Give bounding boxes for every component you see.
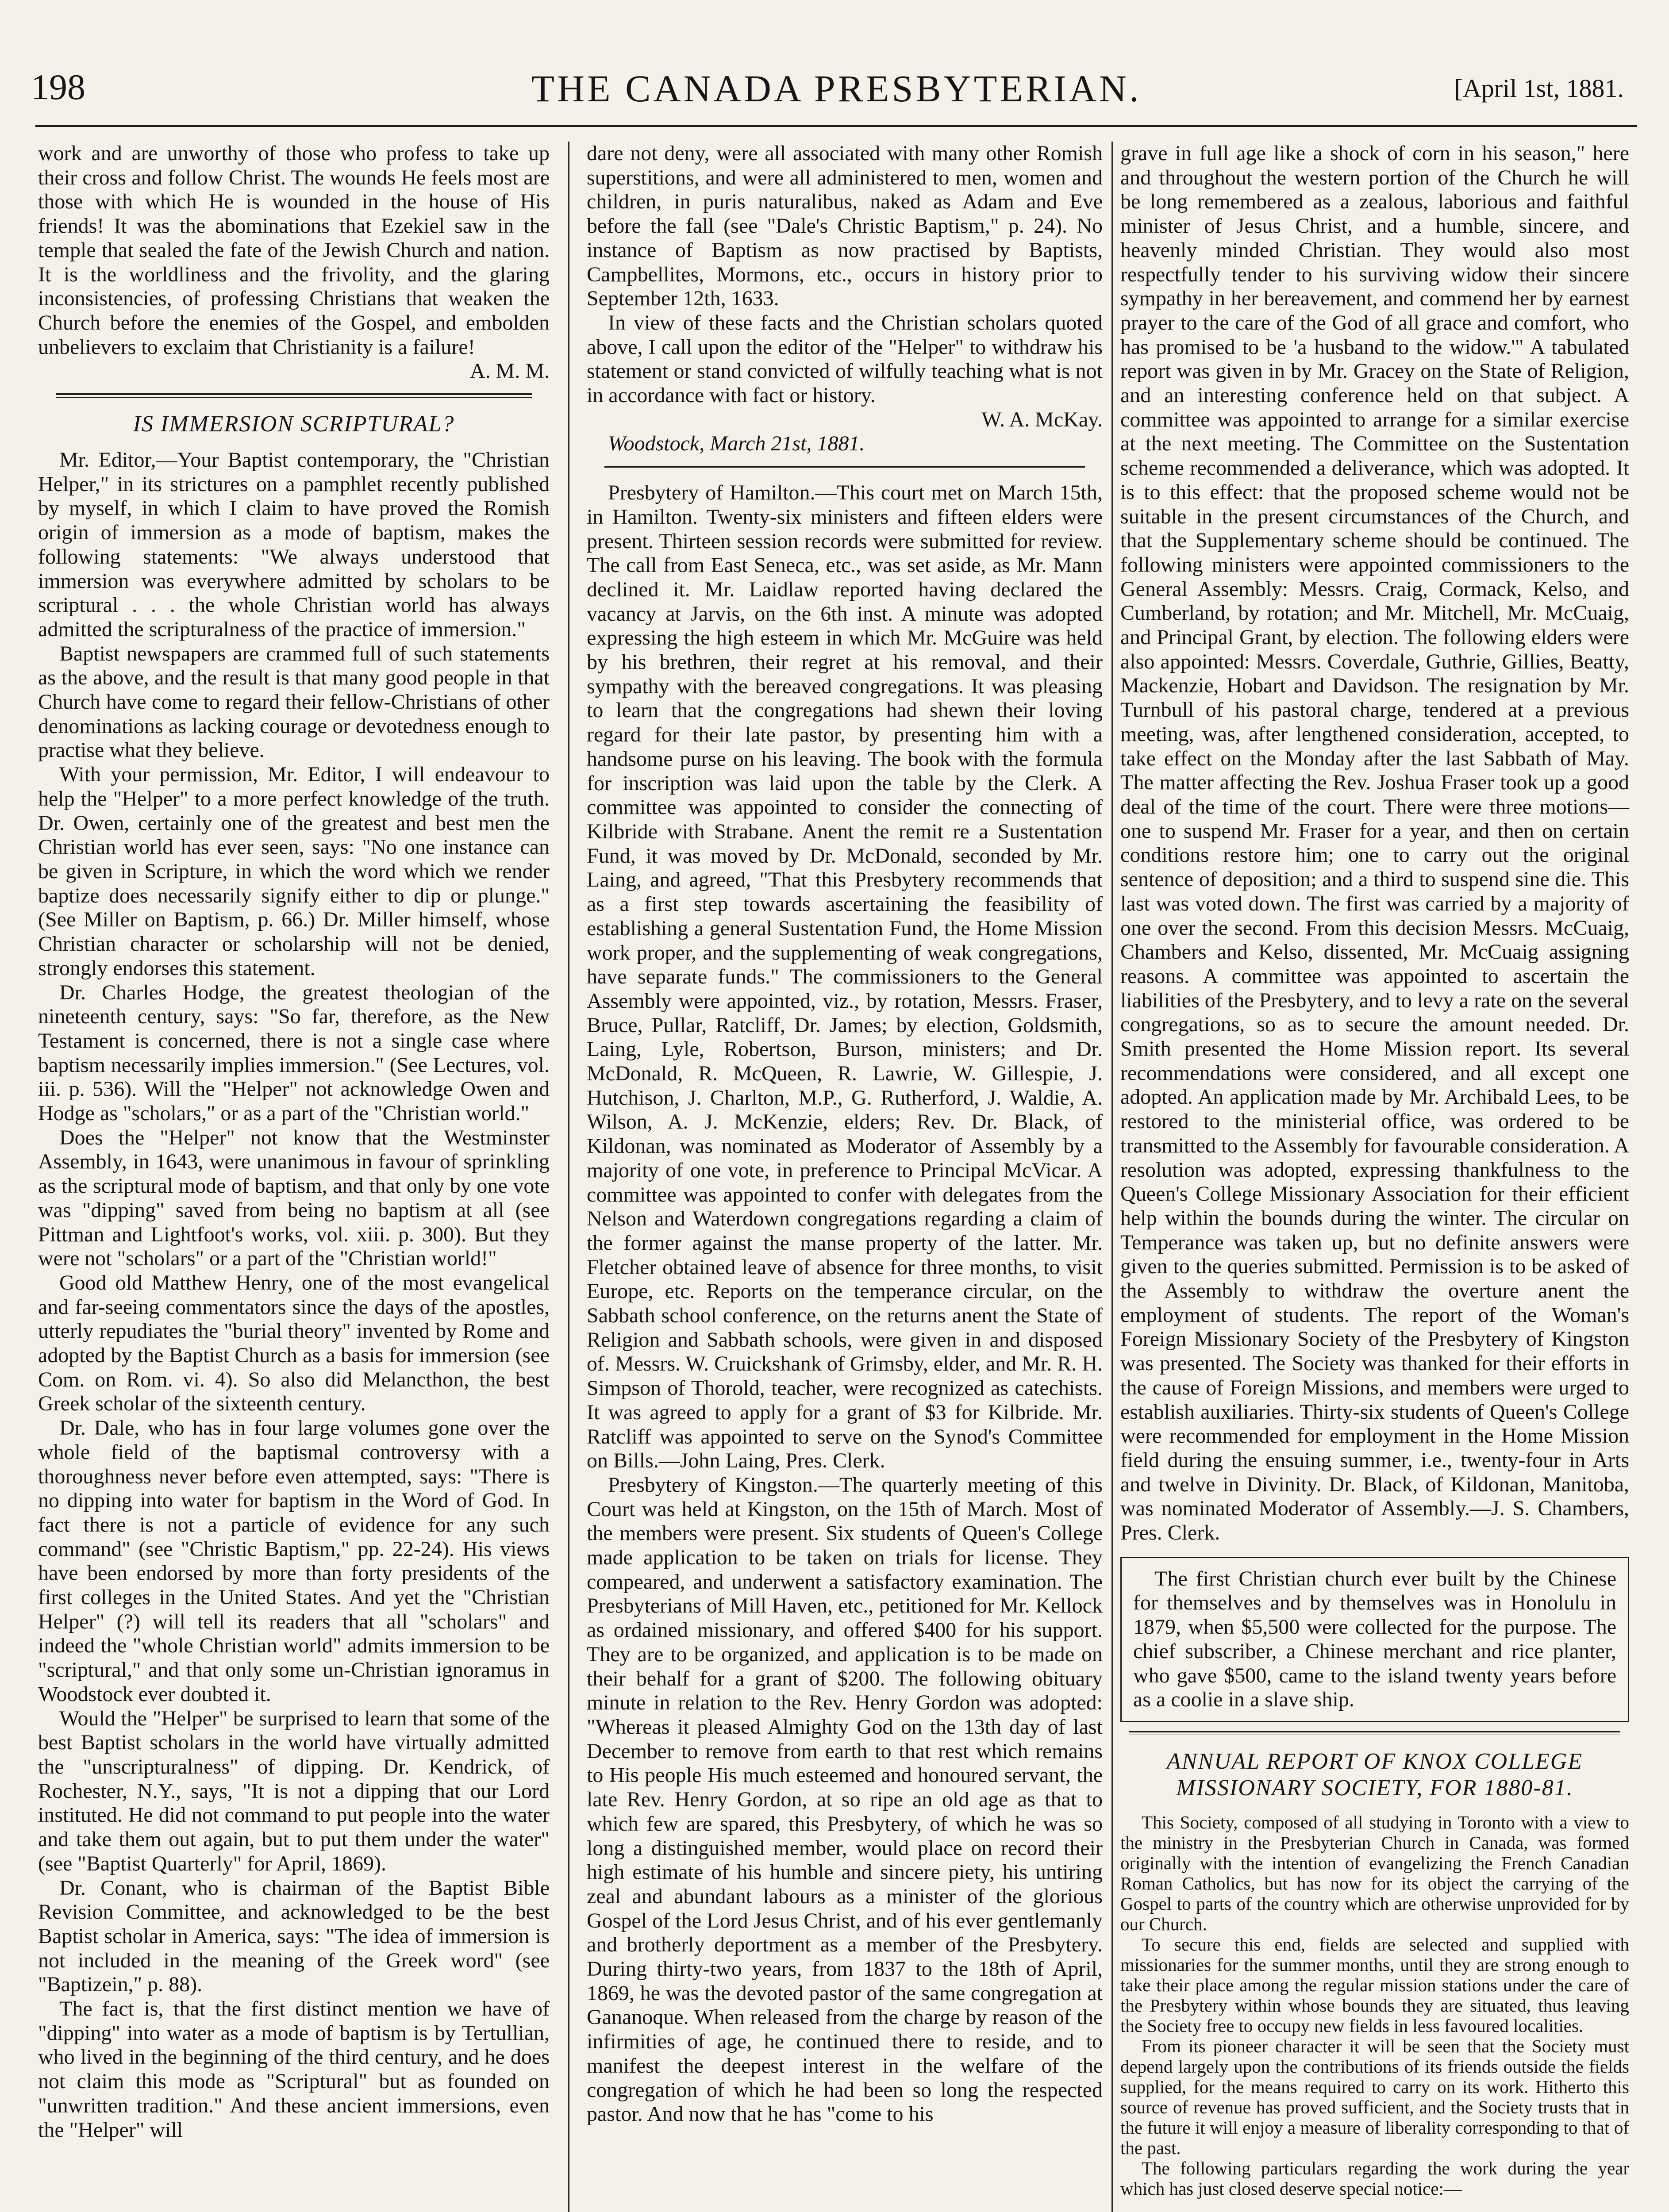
article-title: IS IMMERSION SCRIPTURAL?: [133, 411, 455, 437]
page-header: [31, 66, 1642, 119]
paragraph: grave in full age like a shock of corn in his season," here and throughout the western portion of the Church he will be long remembered as a zealous, laborious and faithful minister of Jesus Christ, and a humble, sincere, and heavenly minded Christian. They would also most respectfully tender to his surviving widow their sincere sympathy in her bereavement, and commend her by earnest prayer to the care of the God of all grace and comfort, who has promised to be 'a husband to the widow.'" A tabulated report was given in by Mr. Gracey on the State of Religion, and an interesting conference held on that subject. A committee was appointed to arrange for a similar exercise at the next meeting. The Committee on the Sustentation scheme recommended a deliverance, which was adopted. It is to this effect: that the proposed scheme would not be suitable in the present circumstances of the Church, and that the Supplementary scheme should be continued. The following ministers were appointed commissioners to the General Assembly: Messrs. Craig, Cormack, Kelso, and Cumberland, by rotation; and Mr. Mitchell, Mr. McCuaig, and Principal Grant, by election. The following elders were also appointed: Messrs. Coverdale, Guthrie, Gillies, Beatty, Mackenzie, Hobart and Davidson. The resignation by Mr. Turnbull of his pastoral charge, tendered at a previous meeting, was, after lengthened consideration, accepted, to take effect on the Monday after the last Sabbath of May. The matter affecting the Rev. Joshua Fraser took up a good deal of the time of the court. There were three motions—one to suspend Mr. Fraser for a year, and then on certain conditions restore him; one to carry out the original sentence of deposition; and a third to suspend sine die. This last was voted down. The first was carried by a majority of one over the second. From this decision Messrs. McCuaig, Chambers and Kelso, dissented, Mr. McCuaig assigning reasons. A committee was appointed to ascertain the liabilities of the Presbytery, and to levy a rate on the several congregations, so as to secure the amount needed. Dr. Smith presented the Home Mission report. Its several recommendations were considered, and all except one adopted. An application made by Mr. Archibald Lees, to be restored to the ministerial office, was ordered to be transmitted to the Assembly for favourable consideration. A resolution was adopted, expressing thankfulness to the Queen's College Missionary Association for their efficient help within the bounds during the winter. The circular on Temperance was taken up, but no definite answers were given to the queries submitted. Permission is to be asked of the Assembly to withdraw the overture anent the employment of students. The report of the Woman's Foreign Missionary Society of the Presbytery of Kingston was presented. The Society was thanked for their efforts in the cause of Foreign Missions, and members were urged to establish auxiliaries. Thirty-six students of Queen's College were recommended for employment in the Home Mission field during the ensuing summer, i.e., twenty-four in Arts and twelve in Divinity. Dr. Black, of Kildonan, Manitoba, was nominated Moderator of Assembly.—J. S. Chambers, Pres. Clerk.: [1120, 142, 1629, 1545]
paragraph: With your permission, Mr. Editor, I will endeavour to help the "Helper" to a more perfect knowledge of the truth. Dr. Owen, certainly one of the greatest and best men the Christian world has ever seen, says: "No one instance can be given in Scripture, in which the word which we render baptize does necessarily signify either to dip or plunge." (See Miller on Baptism, p. 66.) Dr. Miller himself, whose Christian character or scholarship will not be denied, strongly endorses this statement.: [38, 763, 550, 980]
paragraph: Dr. Dale, who has in four large volumes gone over the whole field of the baptismal controversy with a thoroughness never before even attempted, says: "There is no dipping into water for baptism in the Word of God. In fact there is not a particle of evidence for any such command" (see "Christic Baptism," pp. 22-24). His views have been endorsed by more than forty presidents of the first colleges in the United States. And yet the "Christian Helper" (?) will tell its readers that all "scholars" and indeed the "whole Christian world" admits immersion to be "scriptural," and that only some un-Christian ignoramus in Woodstock ever doubted it.: [38, 1416, 550, 1706]
article-signature: W. A. McKay.: [981, 407, 1103, 431]
presbytery-kingston-report: Presbytery of Kingston.—The quarterly meeting of this Court was held at Kingston, on the 15th of March. Most of the members were present. Six students of Queen's College made application to be taken on trials for license. They compeared, and underwent a satisfactory examination. The Presbyterians of Mill Haven, etc., petitioned for Mr. Kellock as ordained missionary, and offered $400 for his support. They are to be organized, and application is to be made on their behalf for a grant of $200. The following obituary minute in relation to the Rev. Henry Gordon was adopted: "Whereas it pleased Almighty God on the 13th day of last December to remove from earth to that rest which remains to His people His much esteemed and honoured servant, the late Rev. Henry Gordon, at so ripe an old age as that to which few are spared, this Presbytery, of which he was so long a distinguished member, would place on record their high estimate of his humble and sincere piety, his untiring zeal and abundant labours as a minister of the glorious Gospel of the Lord Jesus Christ, and of his ever gentlemanly and brotherly deportment as a member of the Presbytery. During thirty-two years, from 1837 to the 18th of April, 1869, he was the devoted pastor of the same congregation at Gananoque. When released from the charge by reason of the infirmities of age, he continued there to reside, and to manifest the deepest interest in the welfare of the congregation of which he had been so long the respected pastor. And now that he has "come to his: [587, 1473, 1103, 2126]
column-divider-2: [1111, 142, 1113, 2212]
paragraph: Does the "Helper" not know that the Westminster Assembly, in 1643, were unanimous in favour of sprinkling as the scriptural mode of baptism, and that only by one vote was "dipping" saved from being no baptism at all (see Pittman and Lightfoot's works, vol. xiii. p. 300). But they were not "scholars" or a part of the "Christian world!": [38, 1125, 550, 1271]
article-separator: [1129, 1731, 1620, 1735]
paragraph: From its pioneer character it will be seen that the Society must depend largely upon the contributions of its friends outside the fields supplied, for the means required to carry on its work. Hitherto this source of revenue has proved sufficient, and the Society trusts that in the future it will enjoy a measure of liberality corresponding to that of the past.: [1120, 2036, 1629, 2158]
paragraph: The following particulars regarding the work during the year which has just closed deserve special notice:—: [1120, 2158, 1629, 2199]
presbytery-hamilton-report: Presbytery of Hamilton.—This court met on March 15th, in Hamilton. Twenty-six ministers and fifteen elders were present. Thirteen session records were submitted for review. The call from East Seneca, etc., was set aside, as Mr. Mann declined it. Mr. Laidlaw reported having declared the vacancy at Jarvis, on the 6th inst. A minute was adopted expressing the high esteem in which Mr. McGuire was held by his brethren, their regret at his removal, and their sympathy with the bereaved congregations. It was pleasing to learn that the congregations had shewn their loving regard for their late pastor, by presenting him with a handsome purse on his leaving. The book with the formula for inscription was laid upon the table by the Clerk. A committee was appointed to consider the connecting of Kilbride with Strabane. Anent the remit re a Sustentation Fund, it was moved by Dr. McDonald, seconded by Mr. Laing, and agreed, "That this Presbytery recommends that as a first step towards ascertaining the feasibility of establishing a general Sustentation Fund, the Home Mission work proper, and the supplementing of weak congregations, have separate funds." The commissioners to the General Assembly were appointed, viz., by rotation, Messrs. Fraser, Bruce, Pullar, Ratcliff, Dr. James; by election, Goldsmith, Laing, Lyle, Robertson, Burson, ministers; and Dr. McDonald, R. McQueen, R. Lawrie, W. Gillespie, J. Hutchison, J. Charlton, M.P., G. Rutherford, J. Waldie, A. Wilson, A. J. McKenzie, elders; Rev. Dr. Black, of Kildonan, was nominated as Moderator of Assembly by a majority of one vote, in preference to Principal McVicar. A committee was appointed to confer with delegates from the Nelson and Waterdown congregations regarding a claim of the former against the manse property of the latter. Mr. Fletcher obtained leave of absence for three months, to visit Europe, etc. Reports on the temperance circular, on the Sabbath school conference, on the returns anent the State of Religion and Sabbath schools, were given in and disposed of. Messrs. W. Cruickshank of Grimsby, elder, and Mr. R. H. Simpson of Thorold, teacher, were recognized as catechists. It was agreed to apply for a grant of $3 for Kilbride. Mr. Ratcliff was appointed to serve on the Synod's Committee on Bills.—John Laing, Pres. Clerk.: [587, 481, 1103, 1473]
paragraph: Would the "Helper" be surprised to learn that some of the best Baptist scholars in the world have virtually admitted the "unscripturalness" of dipping. Dr. Kendrick, of Rochester, N.Y., says, "It is not a dipping that our Lord instituted. He did not command to put people into the water and take them out again, but to put them under the water" (see "Baptist Quarterly" for April, 1869).: [38, 1706, 550, 1875]
paragraph: Mr. Editor,—Your Baptist contemporary, the "Christian Helper," in its strictures on a pamphlet recently published by myself, in which I claim to have proved the Romish origin of immersion as a mode of baptism, makes the following statements: "We always understood that immersion was everywhere admitted by scholars to be scriptural . . . the whole Christian world has always admitted the scripturalness of the practice of immersion.": [38, 448, 550, 641]
paragraph: Dr. Conant, who is chairman of the Baptist Bible Revision Committee, and acknowledged to be the best Baptist scholar in America, says: "The idea of immersion is not included in the meaning of the Greek word" (see "Baptizein," p. 88).: [38, 1876, 550, 1997]
paragraph: Baptist newspapers are crammed full of such statements as the above, and the result is that many good people in that Church have come to regard their fellow-Christians of other denominations as lacking courage or devotedness enough to practise what they believe.: [38, 641, 550, 762]
journal-title: THE CANADA PRESBYTERIAN.: [531, 67, 1142, 110]
paragraph: In view of these facts and the Christian scholars quoted above, I call upon the editor of the "Helper" to withdraw his statement or stand convicted of wilfully teaching what is not in accordance with fact or history.: [587, 311, 1103, 407]
paragraph: dare not deny, were all associated with many other Romish superstitions, and were all administered to men, women and children, in puris naturalibus, naked as Adam and Eve before the fall (see "Dale's Christic Baptism," p. 24). No instance of Baptism as now practised by Baptists, Campbellites, Mormons, etc., occurs in history prior to September 12th, 1633.: [587, 142, 1103, 311]
dateline-place: Woodstock, March 21st, 1881.: [608, 432, 865, 456]
article-signature: A. M. M.: [469, 359, 550, 383]
paragraph: To secure this end, fields are selected and supplied with missionaries for the summer months, until they are strong enough to take their place among the regular mission stations under the care of the Presbytery within whose bounds they are situated, thus leaving the Society free to occupy new fields in less favoured localities.: [1120, 1934, 1629, 2036]
article-separator: [56, 393, 532, 398]
paragraph: The fact is, that the first distinct mention we have of "dipping" into water as a mode of baptism is by Tertullian, who lived in the beginning of the third century, and he does not claim this mode as "Scriptural" but as founded on "unwritten tradition." And these ancient immersions, even the "Helper" will: [38, 1997, 550, 2142]
news-item-box: [1120, 1557, 1629, 1722]
header-rule: [35, 125, 1637, 127]
page-number: 198: [31, 67, 85, 107]
paragraph: Good old Matthew Henry, one of the most evangelical and far-seeing commentators since the days of the apostles, utterly repudiates the "burial theory" invented by Rome and adopted by the Baptist Church as a basis for immersion (see Com. on Rom. vi. 4). So also did Melancthon, the best Greek scholar of the sixteenth century.: [38, 1271, 550, 1416]
article-separator: [604, 466, 1085, 470]
news-item: The first Christian church ever built by the Chinese for themselves and by themselves was in Honolulu in 1879, when $5,500 were collected for the purpose. The chief subscriber, a Chinese merchant and rice planter, who gave $500, came to the island twenty years before as a coolie in a slave ship.: [1133, 1567, 1616, 1712]
issue-date: [April 1st, 1881.: [1454, 74, 1624, 103]
column-1: [38, 142, 550, 2142]
paragraph: This Society, composed of all studying in Toronto with a view to the ministry in the Presbyterian Church in Canada, was formed originally with the intention of evangelizing the French Canadian Roman Catholics, but has now for its object the carrying of the Gospel to parts of the country which are otherwise unprovided for by our Church.: [1120, 1812, 1629, 1934]
paragraph: Dr. Charles Hodge, the greatest theologian of the nineteenth century, says: "So far, therefore, as the New Testament is concerned, there is not a single case where baptism necessarily implies immersion." (See Lectures, vol. iii. p. 536). Will the "Helper" not acknowledge Owen and Hodge as "scholars," or as a part of the "Christian world.": [38, 980, 550, 1125]
column-3: [1120, 142, 1629, 2199]
article-ending: work and are unworthy of those who profess to take up their cross and follow Christ. The wounds He feels most are those with which He is wounded in the house of His friends! It was the abominations that Ezekiel saw in the temple that sealed the fate of the Jewish Church and nation. It is the worldliness and the frivolity, and the glaring inconsistencies, of professing Christians that weaken the Church before the enemies of the Gospel, and embolden unbelievers to exclaim that Christianity is a failure!: [38, 142, 550, 359]
column-divider-1: [568, 142, 569, 2212]
article-title: ANNUAL REPORT OF KNOX COLLEGE MISSIONARY SOCIETY, FOR 1880-81.: [1166, 1749, 1583, 1801]
column-2: [587, 142, 1103, 2127]
